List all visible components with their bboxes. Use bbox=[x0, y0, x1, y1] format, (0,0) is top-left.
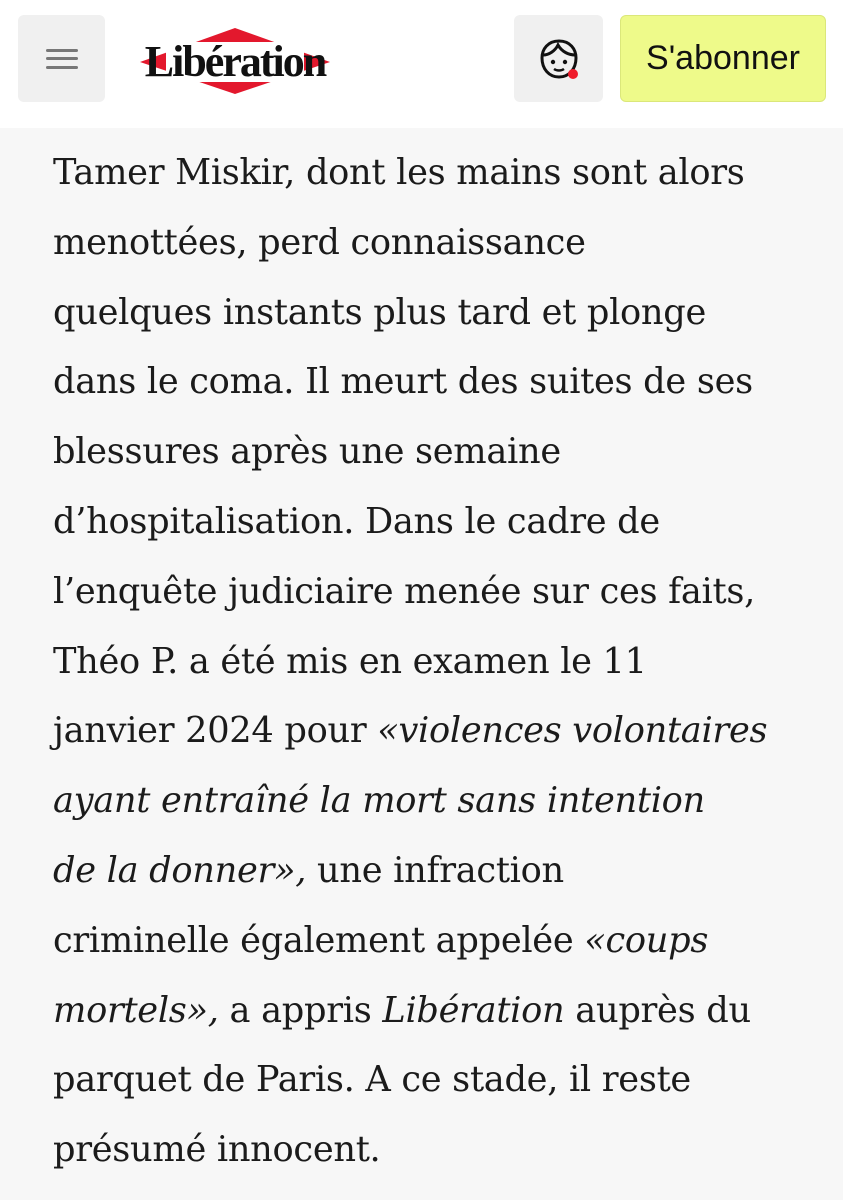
italic-text: «coups bbox=[584, 919, 709, 961]
text-segment: dans le coma. Il meurt des suites de ses bbox=[53, 361, 753, 403]
account-button[interactable] bbox=[514, 15, 603, 102]
text-segment: d’hospitalisation. Dans le cadre de bbox=[53, 500, 660, 542]
text-segment: blessures après une semaine bbox=[53, 431, 561, 473]
article-line bbox=[53, 836, 813, 906]
article-line bbox=[53, 1045, 813, 1115]
liberation-logo[interactable] bbox=[140, 22, 330, 94]
text-segment: une infraction bbox=[306, 849, 564, 891]
article-line bbox=[53, 138, 813, 208]
text-segment: janvier 2024 pour bbox=[53, 710, 378, 752]
text-segment: auprès du bbox=[564, 989, 751, 1031]
article-line bbox=[53, 278, 813, 348]
logo-text: Libération bbox=[144, 37, 326, 86]
article-body bbox=[53, 138, 813, 1185]
text-segment: Tamer Miskir, dont les mains sont alors bbox=[53, 152, 745, 193]
site-header bbox=[0, 0, 843, 128]
italic-text: «violences volontaires bbox=[377, 710, 768, 752]
article-line bbox=[53, 208, 813, 278]
italic-text: de la donner», bbox=[53, 849, 307, 891]
italic-text: ayant entraîné la mort sans intention bbox=[53, 780, 705, 822]
account-face-icon bbox=[535, 35, 583, 83]
italic-text: Libération bbox=[382, 989, 565, 1031]
hamburger-menu-icon bbox=[46, 49, 78, 69]
article-line bbox=[53, 1115, 813, 1185]
text-segment: menottées, perd connaissance bbox=[53, 221, 586, 263]
article-line bbox=[53, 347, 813, 417]
article-line bbox=[53, 557, 813, 627]
article-line bbox=[53, 417, 813, 487]
text-segment: parquet de Paris. A ce stade, il reste bbox=[53, 1059, 691, 1101]
article-line bbox=[53, 627, 813, 697]
article-line bbox=[53, 766, 813, 836]
text-segment: Théo P. a été mis en examen le 11 bbox=[53, 640, 647, 682]
text-segment: a appris bbox=[218, 989, 383, 1031]
subscribe-button[interactable]: S'abonner bbox=[620, 15, 826, 102]
text-segment: l’enquête judiciaire menée sur ces faits, bbox=[53, 570, 755, 612]
menu-button[interactable] bbox=[18, 15, 105, 102]
text-segment: présumé innocent. bbox=[53, 1129, 381, 1171]
article-line bbox=[53, 487, 813, 557]
article-line bbox=[53, 906, 813, 976]
logo-graphic bbox=[140, 22, 330, 94]
italic-text: mortels», bbox=[53, 989, 219, 1031]
text-segment: criminelle également appelée bbox=[53, 919, 585, 961]
article-line bbox=[53, 976, 813, 1046]
article-line bbox=[53, 696, 813, 766]
text-segment: quelques instants plus tard et plonge bbox=[53, 291, 707, 333]
